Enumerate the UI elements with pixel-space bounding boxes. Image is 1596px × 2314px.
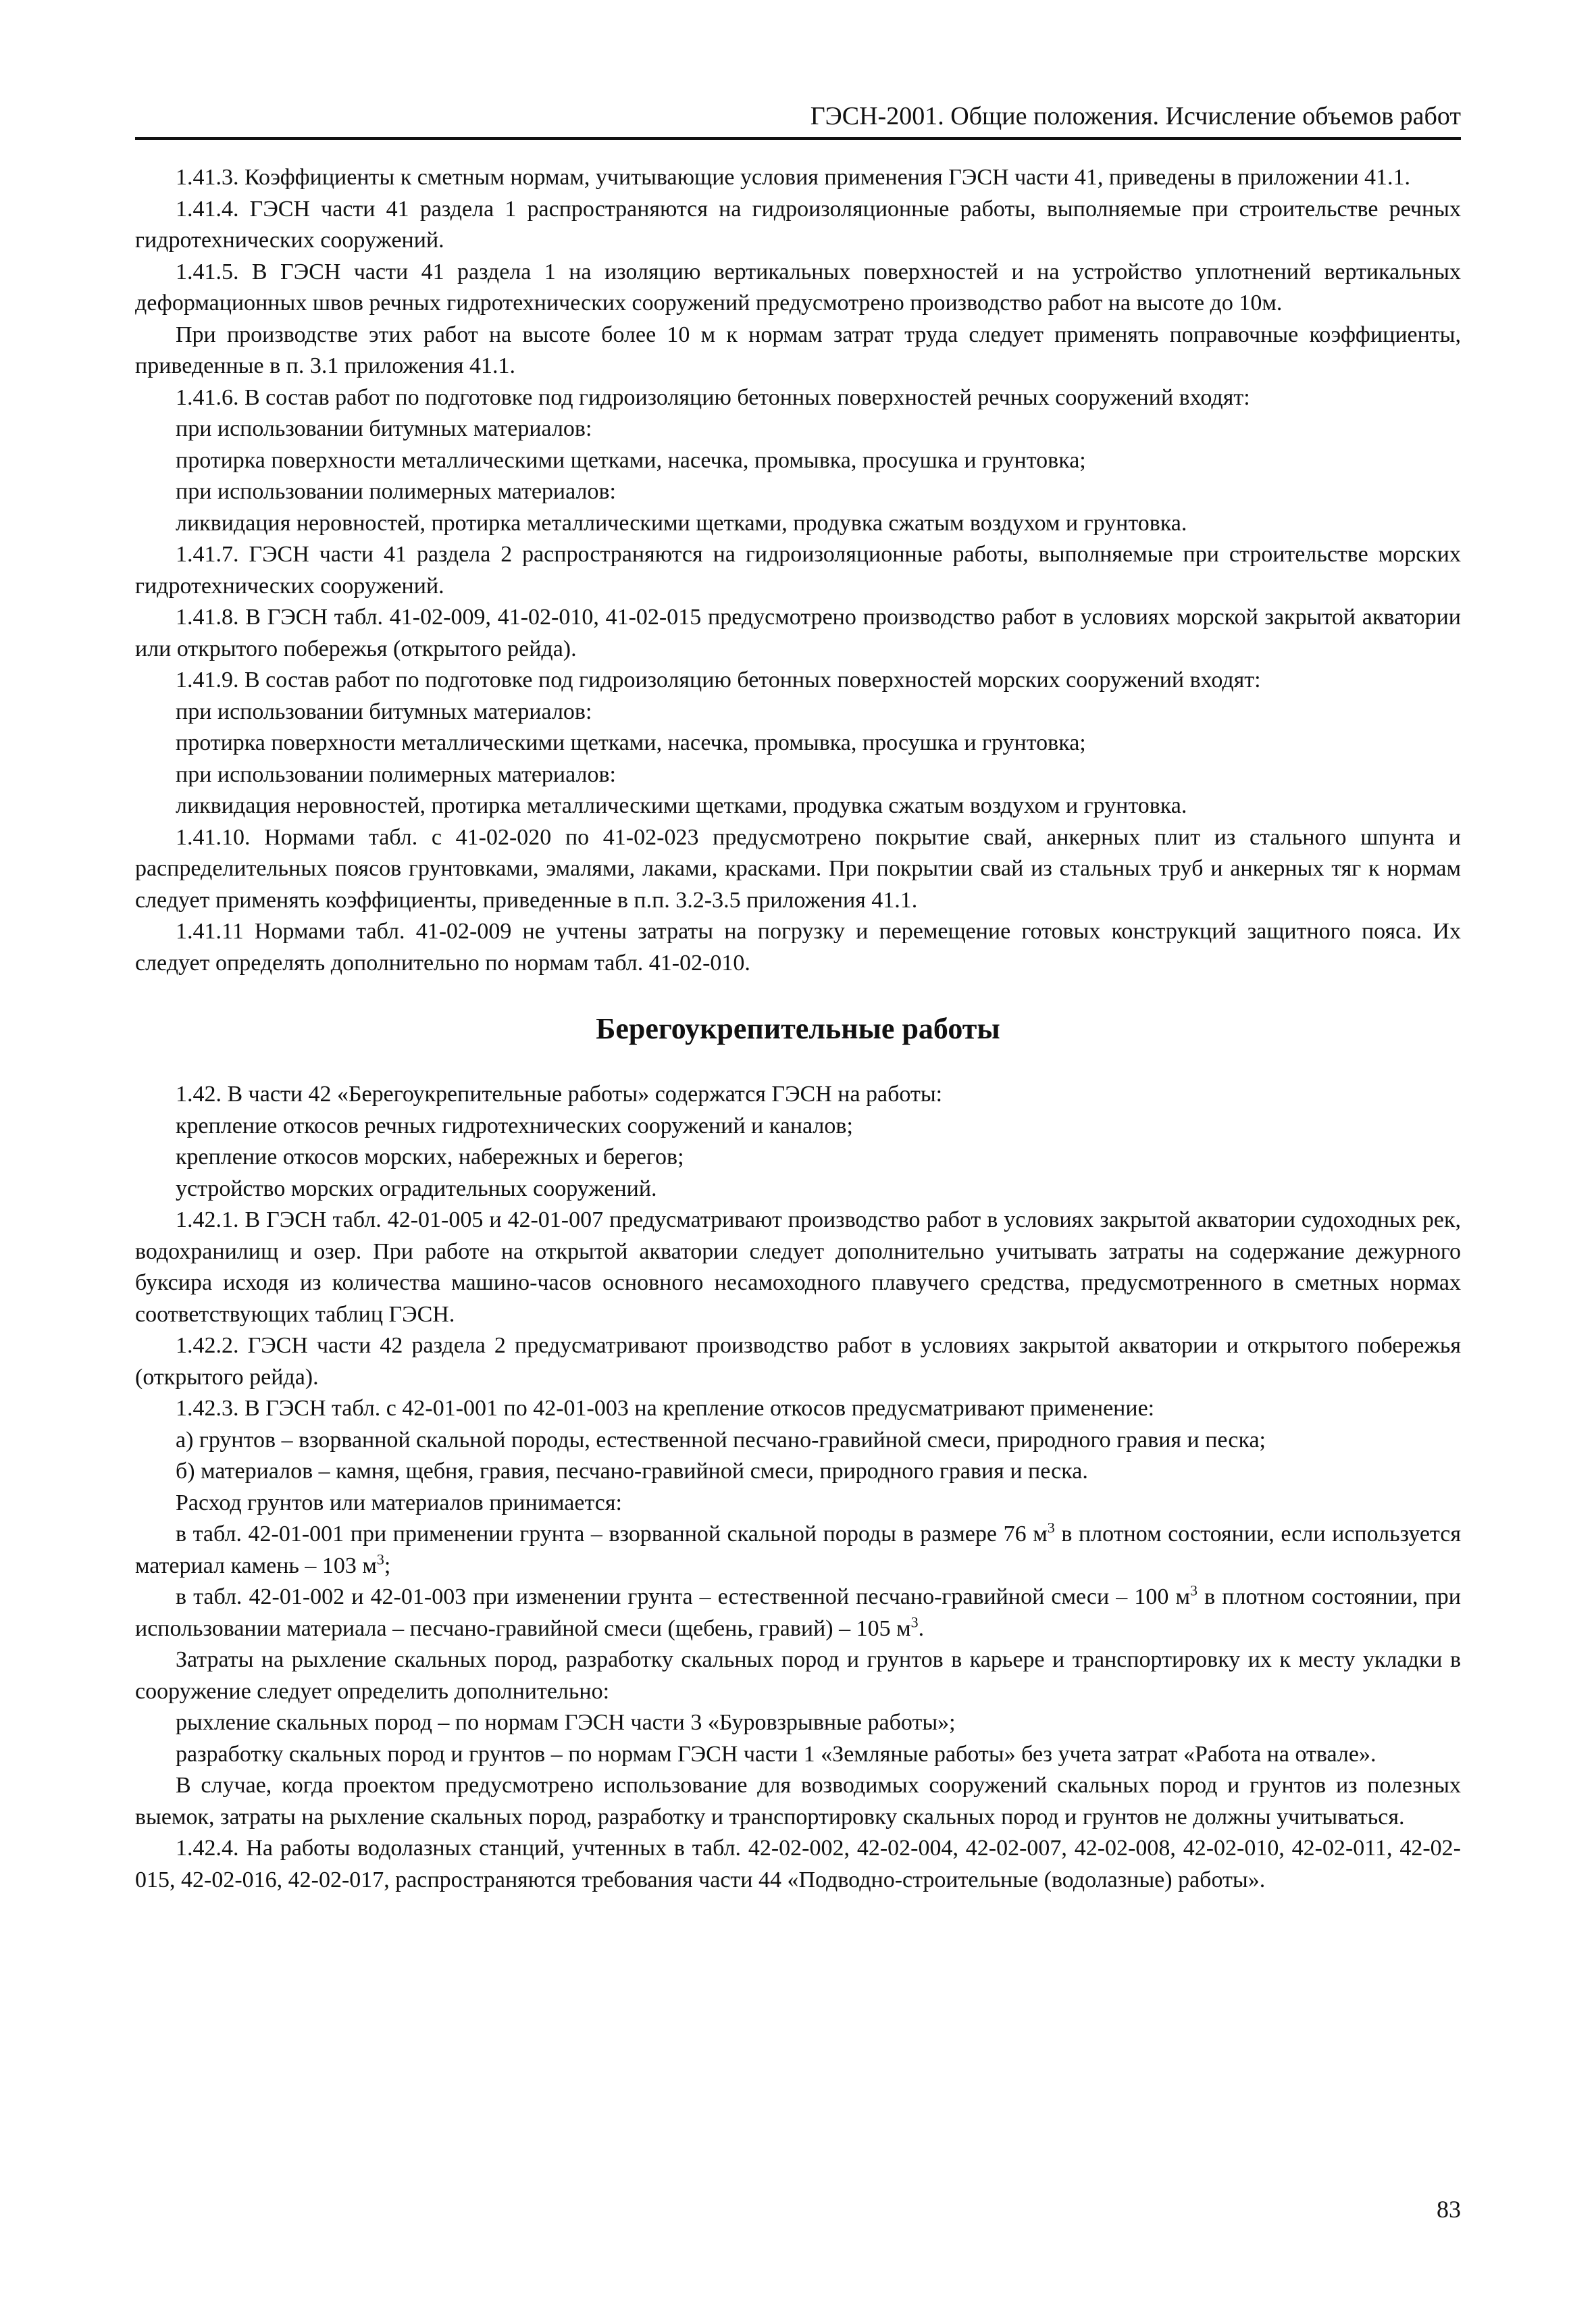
paragraph: 1.41.7. ГЭСН части 41 раздела 2 распространяются на гидроизоляционные работы, выполняемые при строительстве морских гидротехнических сооружений. xyxy=(135,542,1461,599)
paragraph: Затраты на рыхление скальных пород, разработку скальных пород и грунтов в карьере и транспортировку их к месту укладки в сооружение следует определить дополнительно: xyxy=(135,1647,1461,1704)
part42-block xyxy=(135,1079,1461,1896)
paragraph: 1.41.6. В состав работ по подготовке под гидроизоляцию бетонных поверхностей речных сооружений входят: xyxy=(176,384,1250,410)
text-run: в плотном состоянии, при использовании материала – песчано-гравийной смеси (щебень, гравий) – 105 м xyxy=(135,1584,1461,1641)
paragraph: 1.41.11 Нормами табл. 41-02-009 не учтены затраты на погрузку и перемещение готовых конструкций защитного пояса. Их следует определять дополнительно по нормам табл. 41-02-010. xyxy=(135,919,1461,976)
text-run: . xyxy=(918,1615,925,1641)
text-run: ; xyxy=(384,1553,391,1578)
volume-paragraph xyxy=(135,1582,1461,1644)
paragraph: 1.42.3. В ГЭСН табл. с 42-01-001 по 42-01-003 на крепление откосов предусматривают применение: xyxy=(176,1396,1155,1421)
superscript: 3 xyxy=(1047,1519,1055,1536)
paragraph: 1.42.1. В ГЭСН табл. 42-01-005 и 42-01-007 предусматривают производство работ в условиях закрытой акватории судоходных рек, водохранилищ и озер. При работе на открытой акватории следует дополнительно учитывать затраты на содержание дежурного буксира исходя из количества машино-часов основного несамоходного плавучего средства, предусмотренного в сметных нормах соответствующих таблиц ГЭСН. xyxy=(135,1207,1461,1327)
paragraph: устройство морских оградительных сооружений. xyxy=(176,1176,657,1201)
paragraph: 1.41.4. ГЭСН части 41 раздела 1 распространяются на гидроизоляционные работы, выполняемые при строительстве речных гидротехнических сооружений. xyxy=(135,196,1461,253)
volume-paragraph xyxy=(135,1519,1461,1582)
text-run: в табл. 42-01-002 и 42-01-003 при изменении грунта – естественной песчано-гравийной смеси – 100 м xyxy=(176,1584,1191,1609)
paragraph: При производстве этих работ на высоте более 10 м к нормам затрат труда следует применять поправочные коэффициенты, приведенные в п. 3.1 приложения 41.1. xyxy=(135,322,1461,378)
paragraph: протирка поверхности металлическими щетками, насечка, промывка, просушка и грунтовка; xyxy=(176,730,1086,755)
paragraph: 1.41.5. В ГЭСН части 41 раздела 1 на изоляцию вертикальных поверхностей и на устройство уплотнений вертикальных деформационных швов речных гидротехнических сооружений предусмотрено производство работ на высоте до 10м. xyxy=(135,259,1461,316)
superscript: 3 xyxy=(376,1551,384,1568)
text-run: в плотном состоянии, если используется материал камень – 103 м xyxy=(135,1521,1461,1578)
section-heading: Берегоукрепительные работы xyxy=(596,1012,1000,1045)
part41-block xyxy=(135,162,1461,979)
page-body xyxy=(135,162,1461,1896)
header-rule xyxy=(135,137,1461,140)
paragraph: Расход грунтов или материалов принимается: xyxy=(176,1490,622,1515)
paragraph: а) грунтов – взорванной скальной породы, естественной песчано-гравийной смеси, природного гравия и песка; xyxy=(176,1427,1266,1453)
paragraph: 1.41.3. Коэффициенты к сметным нормам, учитывающие условия применения ГЭСН части 41, приведены в приложении 41.1. xyxy=(176,165,1411,190)
paragraph: В случае, когда проектом предусмотрено использование для возводимых сооружений скальных пород и грунтов из полезных выемок, затраты на рыхление скальных пород, разработку и транспортировку скальных пород и грунтов не должны учитываться. xyxy=(135,1773,1461,1830)
paragraph: 1.41.8. В ГЭСН табл. 41-02-009, 41-02-010, 41-02-015 предусмотрено производство работ в условиях морской закрытой акватории или открытого побережья (открытого рейда). xyxy=(135,605,1461,661)
paragraph: 1.42. В части 42 «Берегоукрепительные работы» содержатся ГЭСН на работы: xyxy=(176,1082,943,1107)
superscript: 3 xyxy=(1190,1582,1198,1599)
paragraph: при использовании полимерных материалов: xyxy=(176,761,616,787)
paragraph: ликвидация неровностей, протирка металлическими щетками, продувка сжатым воздухом и грунтовка. xyxy=(176,510,1187,536)
paragraph: при использовании битумных материалов: xyxy=(176,699,592,724)
paragraph: протирка поверхности металлическими щетками, насечка, промывка, просушка и грунтовка; xyxy=(176,447,1086,473)
paragraph: разработку скальных пород и грунтов – по нормам ГЭСН части 1 «Земляные работы» без учета затрат «Работа на отвале». xyxy=(176,1741,1376,1767)
running-header: ГЭСН-2001. Общие положения. Исчисление объемов работ xyxy=(810,102,1461,130)
paragraph: б) материалов – камня, щебня, гравия, песчано-гравийной смеси, природного гравия и песка. xyxy=(176,1459,1088,1484)
paragraph: 1.42.2. ГЭСН части 42 раздела 2 предусматривают производство работ в условиях закрытой акватории и открытого побережья (открытого рейда). xyxy=(135,1333,1461,1390)
paragraph: крепление откосов речных гидротехнических сооружений и каналов; xyxy=(176,1113,853,1138)
paragraph: 1.41.10. Нормами табл. с 41-02-020 по 41-02-023 предусмотрено покрытие свай, анкерных плит из стального шпунта и распределительных поясов грунтовками, эмалями, лаками, красками. При покрытии свай из стальных труб и анкерных тяг к нормам следует применять коэффициенты, приведенные в п.п. 3.2-3.5 приложения 41.1. xyxy=(135,824,1461,913)
paragraph: 1.41.9. В состав работ по подготовке под гидроизоляцию бетонных поверхностей морских сооружений входят: xyxy=(176,668,1261,693)
superscript: 3 xyxy=(910,1613,919,1631)
paragraph: крепление откосов морских, набережных и берегов; xyxy=(176,1145,684,1169)
paragraph: 1.42.4. На работы водолазных станций, учтенных в табл. 42-02-002, 42-02-004, 42-02-007, 42-02-008, 42-02-010, 42-02-011, 42-02-015, 42-02-016, 42-02-017, распространяются требования части 44 «Подводно-строительные (водолазные) работы». xyxy=(135,1836,1461,1892)
paragraph: рыхление скальных пород – по нормам ГЭСН части 3 «Буровзрывные работы»; xyxy=(176,1710,956,1735)
text-run: в табл. 42-01-001 при применении грунта – взорванной скальной породы в размере 76 м xyxy=(176,1521,1048,1546)
page-number: 83 xyxy=(1437,2196,1461,2223)
paragraph: ликвидация неровностей, протирка металлическими щетками, продувка сжатым воздухом и грунтовка. xyxy=(176,793,1187,818)
paragraph: при использовании битумных материалов: xyxy=(176,416,592,441)
paragraph: при использовании полимерных материалов: xyxy=(176,479,616,504)
